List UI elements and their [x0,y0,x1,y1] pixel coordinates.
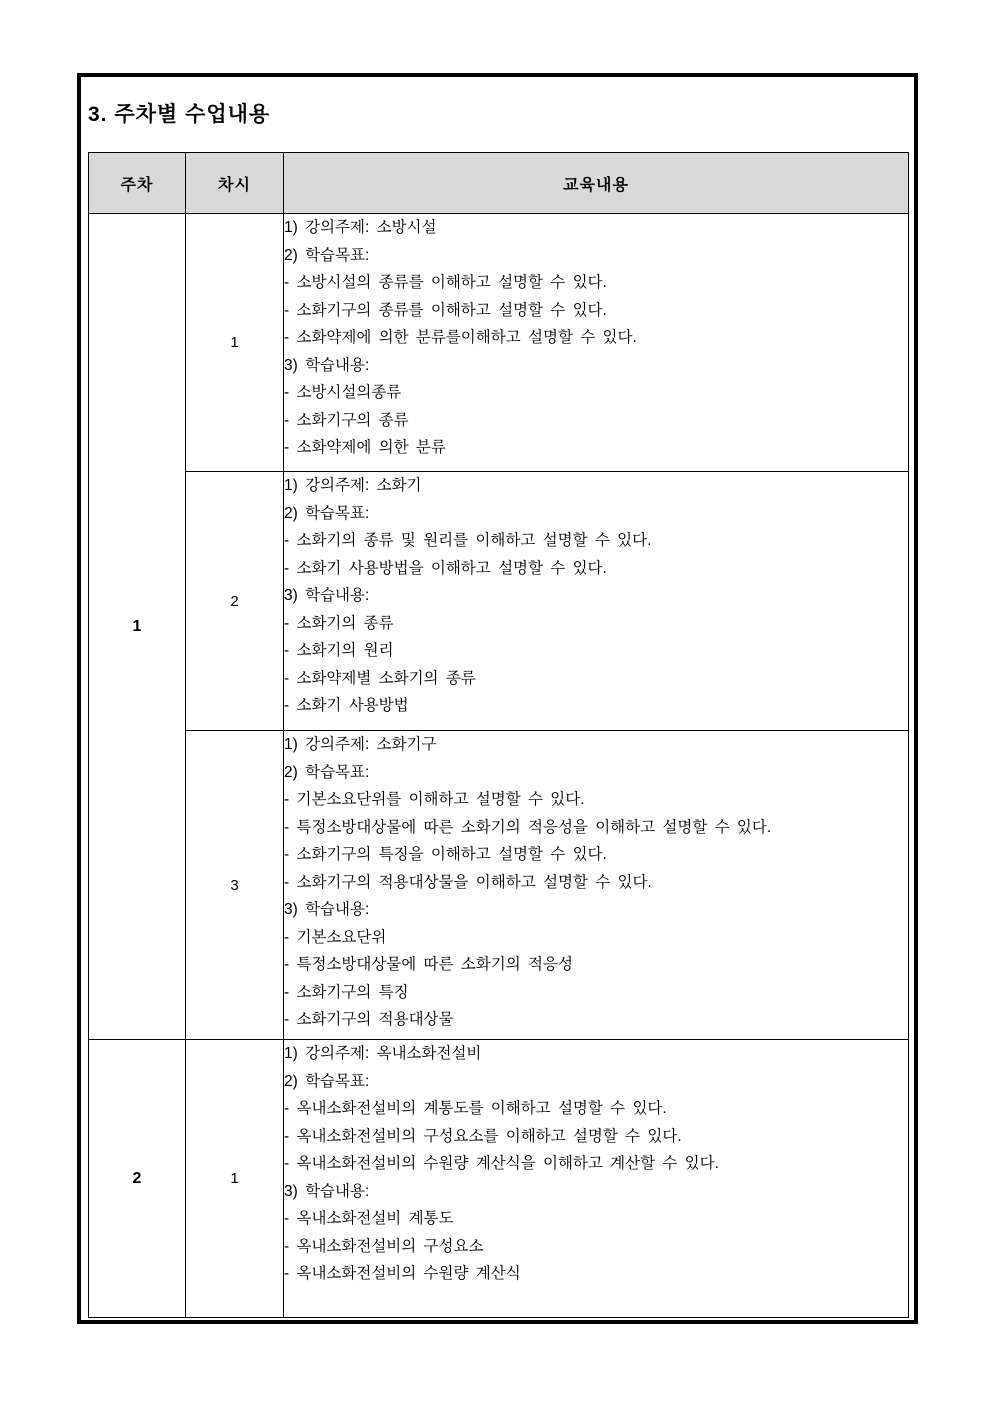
content-line: - 소화기의 종류 [284,614,394,632]
table-row [89,472,909,731]
content-line: - 소화기 사용방법을 이해하고 설명할 수 있다. [284,559,607,577]
content-line: - 기본소요단위를 이해하고 설명할 수 있다. [284,791,585,808]
content-line: - 소화기구의 특징을 이해하고 설명할 수 있다. [284,846,607,863]
page-frame [77,73,918,1324]
content-line: - 소화약제에 의한 분류를이해하고 설명할 수 있다. [284,329,637,346]
week-cell: 2 [89,1040,186,1318]
table-row [89,731,909,1040]
content-line: - 소화기의 원리 [284,642,394,659]
session-cell: 1 [186,214,284,472]
content-line: 3) 학습내용: [284,1182,370,1200]
content-line: 2) 학습목표: [284,763,370,781]
content-line: - 소화기 사용방법 [284,697,409,714]
session-cell: 1 [186,1040,284,1318]
table-row [89,214,909,472]
content-line: - 기본소요단위 [284,928,387,946]
week-cell: 1 [89,214,186,1040]
content-line: - 소방시설의종류 [284,384,402,401]
content-line: 3) 학습내용: [284,587,370,604]
content-line: - 특정소방대상물에 따른 소화기의 적응성을 이해하고 설명할 수 있다. [284,818,772,836]
content-line: 1) 강의주제: 옥내소화전설비 [284,1045,482,1062]
content-line: - 소화기구의 적용대상물을 이해하고 설명할 수 있다. [284,873,652,891]
content-cell [284,214,909,472]
content-line: 2) 학습목표: [284,246,370,264]
table-header-row [89,153,909,214]
page-title: 3. 주차별 수업내용 [88,103,271,126]
content-line: - 소화약제에 의한 분류 [284,439,446,456]
header-session: 차시 [186,153,284,214]
content-cell [284,472,909,731]
content-line: - 옥내소화전설비의 계통도를 이해하고 설명할 수 있다. [284,1100,667,1117]
content-line: - 옥내소화전설비의 구성요소 [284,1237,484,1255]
content-line: - 소화약제별 소화기의 종류 [284,669,476,687]
content-cell [284,1040,909,1318]
content-cell [284,731,909,1040]
content-line: - 옥내소화전설비의 구성요소를 이해하고 설명할 수 있다. [284,1127,682,1145]
content-line: 1) 강의주제: 소방시설 [284,219,437,236]
content-line: - 소화기구의 특징 [284,983,409,1001]
header-content: 교육내용 [284,153,909,214]
content-line: - 특정소방대상물에 따른 소화기의 적응성 [284,956,573,973]
weekly-content-table [88,152,909,1318]
content-line: 1) 강의주제: 소화기 [284,477,422,494]
table-row [89,1040,909,1318]
content-line: 1) 강의주제: 소화기구 [284,736,437,753]
content-line: 3) 학습내용: [284,901,370,918]
content-line: 3) 학습내용: [284,356,370,374]
content-line: 2) 학습목표: [284,1072,370,1090]
header-week: 주차 [89,153,186,214]
content-line: 2) 학습목표: [284,504,370,522]
session-cell: 3 [186,731,284,1040]
content-line: - 소화기구의 종류 [284,411,409,429]
content-line: - 소방시설의 종류를 이해하고 설명할 수 있다. [284,274,607,291]
content-line: - 옥내소화전설비 계통도 [284,1210,454,1227]
session-cell: 2 [186,472,284,731]
content-line: - 소화기구의 적용대상물 [284,1011,454,1028]
content-line: - 소화기의 종류 및 원리를 이해하고 설명할 수 있다. [284,532,652,549]
content-line: - 옥내소화전설비의 수원량 계산식을 이해하고 계산할 수 있다. [284,1155,719,1172]
content-line: - 옥내소화전설비의 수원량 계산식 [284,1265,521,1282]
content-line: - 소화기구의 종류를 이해하고 설명할 수 있다. [284,301,607,319]
